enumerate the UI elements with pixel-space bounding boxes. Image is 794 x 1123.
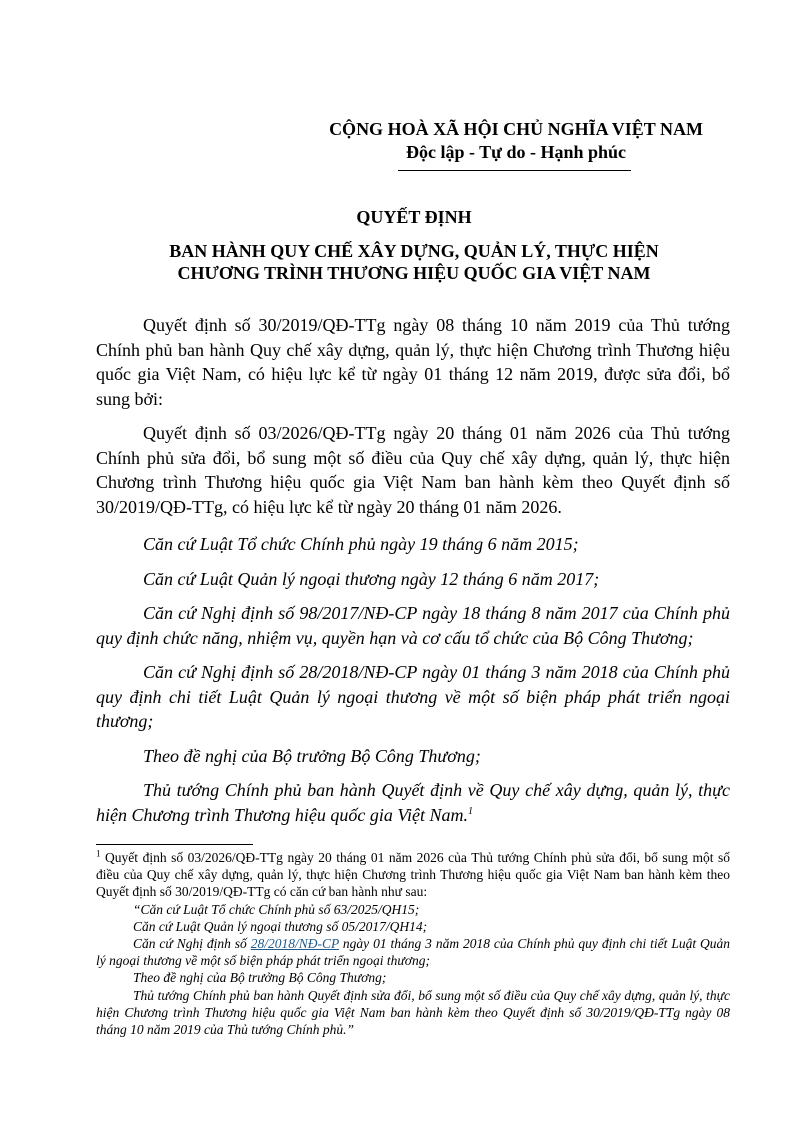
promulgation-statement — [96, 778, 730, 827]
footnote-quote-4: Theo đề nghị của Bộ trưởng Bộ Công Thương; — [133, 970, 387, 986]
document-subject — [96, 240, 732, 284]
national-header — [300, 117, 732, 163]
document-type: QUYẾT ĐỊNH — [356, 207, 472, 227]
paragraph-original-decision: Quyết định số 30/2019/QĐ-TTg ngày 08 tháng 10 năm 2019 của Thủ tướng Chính phủ ban hành Quy chế xây dựng, quản lý, thực hiện Chương trình Thương hiệu quốc gia Việt Nam, có hiệu lực kể từ ngày 01 tháng 12 năm 2019, được sửa đổi, bổ sung bởi: — [96, 315, 730, 409]
legal-basis-decree-98: Căn cứ Nghị định số 98/2017/NĐ-CP ngày 18 tháng 8 năm 2017 của Chính phủ quy định chức năng, nhiệm vụ, quyền hạn và cơ cấu tổ chức của Bộ Công Thương; — [96, 603, 730, 648]
footnote-separator — [96, 844, 253, 845]
footnote-quote-3-post: ngày 01 tháng 3 năm 2018 của Chính phủ quy định chi tiết Luật Quản lý ngoại thương về một số biện pháp phát triển ngoại thương; — [96, 936, 730, 969]
footnote-intro — [96, 849, 730, 901]
footnote-marker: 1 — [96, 848, 101, 859]
footnote-section — [96, 849, 730, 1038]
legal-basis-decree-28: Căn cứ Nghị định số 28/2018/NĐ-CP ngày 01 tháng 3 năm 2018 của Chính phủ quy định chi tiết Luật Quản lý ngoại thương về một số biện pháp phát triển ngoại thương; — [96, 662, 730, 731]
footnote-quote-3 — [96, 935, 730, 969]
proposal-statement: Theo đề nghị của Bộ trưởng Bộ Công Thương; — [143, 745, 481, 766]
paragraph-amending-decision: Quyết định số 03/2026/QĐ-TTg ngày 20 tháng 01 năm 2026 của Thủ tướng Chính phủ sửa đổi, bổ sung một số điều của Quy chế xây dựng, quản lý, thực hiện Chương trình Thương hiệu quốc gia Việt Nam ban hành kèm theo Quyết định số 30/2019/QĐ-TTg, có hiệu lực kể từ ngày 20 tháng 01 năm 2026. — [96, 423, 730, 517]
country-name: CỘNG HOÀ XÃ HỘI CHỦ NGHĨA VIỆT NAM — [329, 119, 703, 139]
footnote-intro-text: Quyết định số 03/2026/QĐ-TTg ngày 20 tháng 01 năm 2026 của Thủ tướng Chính phủ sửa đổi, bổ sung một số điều của Quy chế xây dựng, quản lý, thực hiện Chương trình Thương hiệu quốc gia Việt Nam ban hành kèm theo Quyết định số 30/2019/QĐ-TTg có căn cứ ban hành như sau: — [96, 850, 731, 900]
legal-basis-government-law: Căn cứ Luật Tổ chức Chính phủ ngày 19 tháng 6 năm 2015; — [143, 534, 579, 554]
footnote-quote-1: “Căn cứ Luật Tổ chức Chính phủ số 63/2025/QH15; — [133, 901, 420, 917]
decree-28-link[interactable]: 28/2018/NĐ-CP — [250, 936, 339, 952]
header-divider — [398, 170, 631, 171]
national-motto: Độc lập - Tự do - Hạnh phúc — [405, 142, 627, 162]
document-title-block — [96, 206, 732, 284]
legal-basis-foreign-trade-law: Căn cứ Luật Quản lý ngoại thương ngày 12 tháng 6 năm 2017; — [143, 568, 600, 589]
subject-line-2: CHƯƠNG TRÌNH THƯƠNG HIỆU QUỐC GIA VIỆT NAM — [177, 263, 651, 283]
promulgation-text: Thủ tướng Chính phủ ban hành Quyết định về Quy chế xây dựng, quản lý, thực hiện Chương trình Thương hiệu quốc gia Việt Nam. — [96, 780, 730, 825]
footnote-quote-2: Căn cứ Luật Quản lý ngoại thương số 05/2017/QH14; — [133, 918, 428, 934]
footnote-quote-5: Thủ tướng Chính phủ ban hành Quyết định sửa đổi, bổ sung một số điều của Quy chế xây dựng, quản lý, thực hiện Chương trình Thương hiệu quốc gia Việt Nam ban hành kèm theo Quyết định số 30/2019/QĐ-TTg ngày 08 tháng 10 năm 2019 của Thủ tướng Chính phủ.” — [96, 987, 730, 1038]
subject-line-1: BAN HÀNH QUY CHẾ XÂY DỰNG, QUẢN LÝ, THỰC HIỆN — [169, 241, 659, 261]
footnote-reference[interactable]: 1 — [468, 805, 473, 817]
document-body — [96, 313, 730, 827]
footnote-quote-3-pre: Căn cứ Nghị định số — [133, 936, 251, 952]
